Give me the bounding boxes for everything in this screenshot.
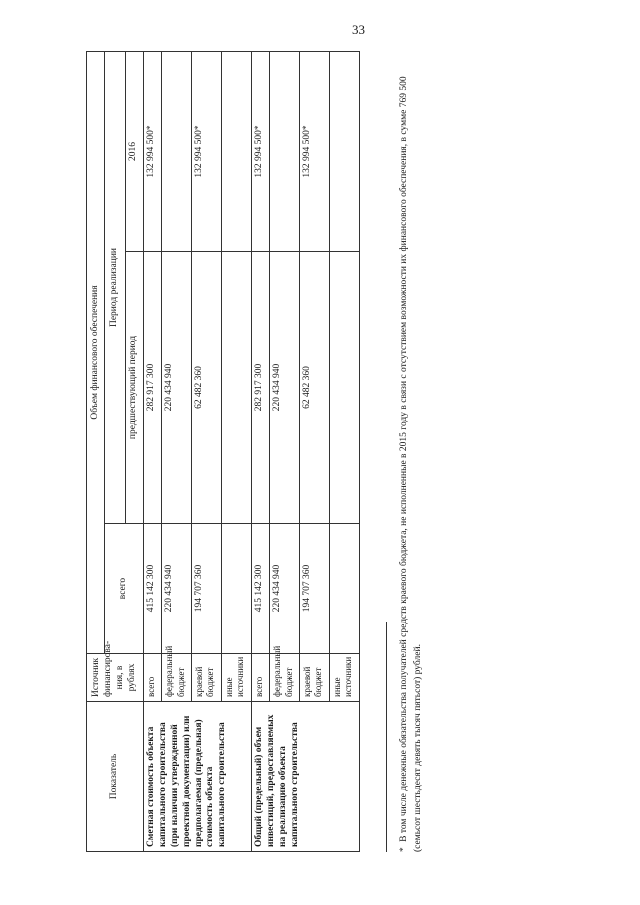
footnote-divider [386,622,387,852]
previous-period-cell: 220 434 940 [270,252,300,524]
footnote [398,52,426,852]
total-cell: 220 434 940 [270,524,300,654]
header-total: всего [105,524,144,654]
total-cell: 194 707 360 [300,524,330,654]
previous-period-cell [222,252,252,524]
indicator-cell: Общий (предельный) объем инвестиций, предоставляемых на реализацию объекта капитального строительства [251,702,359,852]
total-cell: 220 434 940 [162,524,192,654]
header-previous-period: предшествующий период [125,252,143,524]
year-2016-cell: 132 994 500* [300,52,330,252]
source-cell: федеральный бюджет [270,654,300,702]
page-number: 33 [352,22,365,37]
previous-period-cell: 282 917 300 [251,252,269,524]
footnote-marker: * [399,847,409,852]
header-implementation-period: Период реализации [105,52,125,524]
rotated-page-content [86,52,466,852]
source-cell: всего [144,654,162,702]
year-2016-cell: 132 994 500* [251,52,269,252]
previous-period-cell: 62 482 360 [192,252,222,524]
source-cell: краевой бюджет [192,654,222,702]
total-cell [222,524,252,654]
footnote-text: В том числе денежные обязательства получателей средств краевого бюджета, не исполненные в 2015 году в связи с отсутствием возможности их финансового обеспечения, в сумме 769 500 (семьсот шестьдесят девять тысяч пятьсот) рублей. [399,76,423,852]
header-row-1 [87,52,105,852]
previous-period-cell [330,252,360,524]
total-cell [330,524,360,654]
previous-period-cell: 62 482 360 [300,252,330,524]
previous-period-cell: 220 434 940 [162,252,192,524]
header-source: Источник финансирова-ния, в рублях [87,654,144,702]
indicator-cell: Сметная стоимость объекта капитального строительства (при наличии утвержденной проектной документации) или предполагаемая (предельная) стоимость объекта капитального строительства [144,702,252,852]
year-2016-cell [162,52,192,252]
financing-table [86,51,360,852]
header-funding-volume: Объем финансового обеспечения [87,52,105,654]
total-cell: 194 707 360 [192,524,222,654]
year-2016-cell [270,52,300,252]
header-indicator: Показатель [87,702,144,852]
previous-period-cell: 282 917 300 [144,252,162,524]
year-2016-cell [330,52,360,252]
source-cell: краевой бюджет [300,654,330,702]
total-cell: 415 142 300 [251,524,269,654]
source-cell: иные источники [222,654,252,702]
header-year-2016: 2016 [125,52,143,252]
year-2016-cell: 132 994 500* [144,52,162,252]
source-cell: федеральный бюджет [162,654,192,702]
total-cell: 415 142 300 [144,524,162,654]
table-row [144,52,162,852]
table-row [251,52,269,852]
source-cell: всего [251,654,269,702]
year-2016-cell: 132 994 500* [192,52,222,252]
source-cell: иные источники [330,654,360,702]
year-2016-cell [222,52,252,252]
